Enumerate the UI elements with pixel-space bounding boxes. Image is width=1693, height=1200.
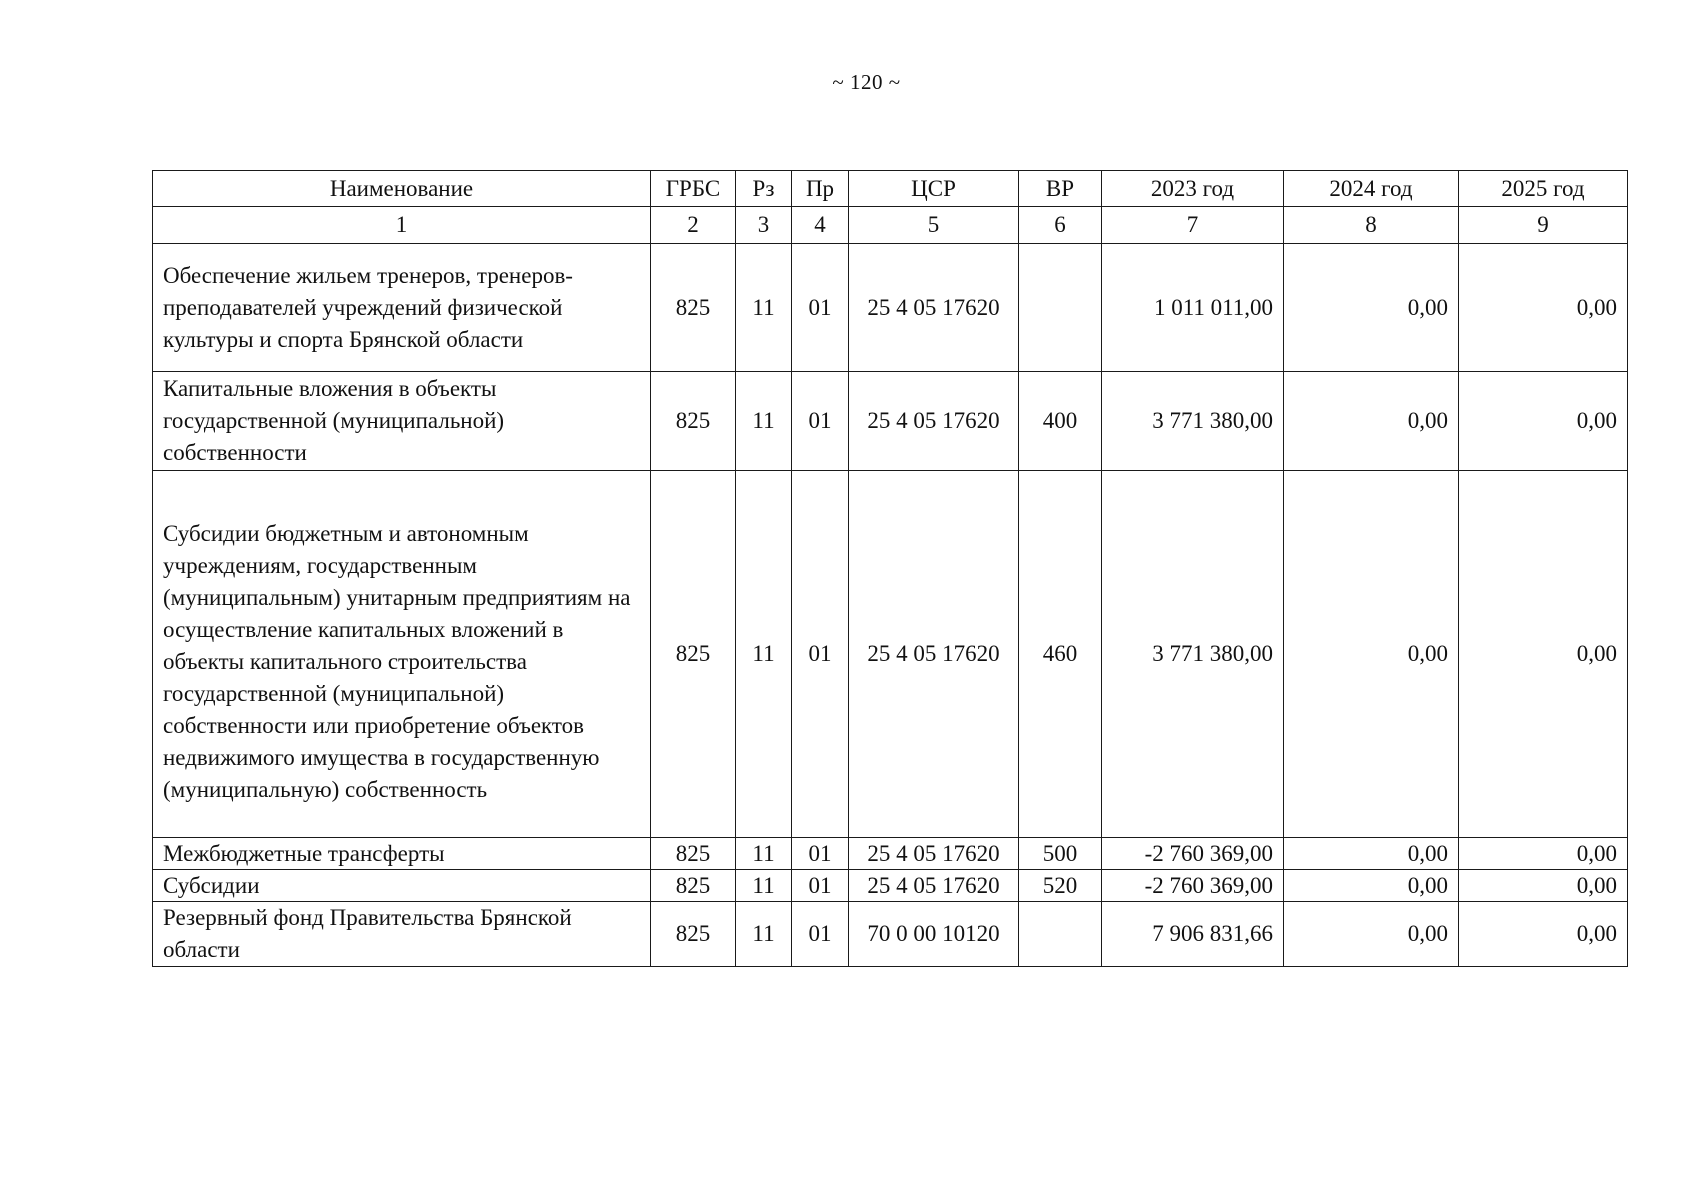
header-grbs: ГРБС [651, 171, 736, 207]
page-number: ~ 120 ~ [832, 70, 901, 94]
table-row [153, 372, 1628, 471]
column-index: 3 [736, 207, 792, 244]
cell-2025: 0,00 [1459, 471, 1628, 838]
cell-vr: 500 [1019, 838, 1102, 870]
cell-vr: 460 [1019, 471, 1102, 838]
cell-2025: 0,00 [1459, 244, 1628, 372]
cell-2025: 0,00 [1459, 372, 1628, 471]
cell-2023: 3 771 380,00 [1102, 471, 1284, 838]
cell-grbs: 825 [651, 838, 736, 870]
table-row [153, 838, 1628, 870]
cell-pr: 01 [792, 870, 849, 902]
cell-csr: 25 4 05 17620 [849, 870, 1019, 902]
table-row [153, 902, 1628, 967]
header-2025: 2025 год [1459, 171, 1628, 207]
cell-rz: 11 [736, 372, 792, 471]
cell-vr [1019, 902, 1102, 967]
cell-grbs: 825 [651, 870, 736, 902]
column-index: 1 [153, 207, 651, 244]
cell-csr: 25 4 05 17620 [849, 244, 1019, 372]
header-2023: 2023 год [1102, 171, 1284, 207]
cell-2023: 3 771 380,00 [1102, 372, 1284, 471]
header-csr: ЦСР [849, 171, 1019, 207]
header-rz: Рз [736, 171, 792, 207]
cell-2025: 0,00 [1459, 838, 1628, 870]
cell-pr: 01 [792, 372, 849, 471]
cell-pr: 01 [792, 244, 849, 372]
cell-grbs: 825 [651, 471, 736, 838]
cell-2023: 7 906 831,66 [1102, 902, 1284, 967]
cell-name: Межбюджетные трансферты [153, 838, 651, 870]
column-index: 5 [849, 207, 1019, 244]
cell-name: Субсидии бюджетным и автономным учреждениям, государственным (муниципальным) унитарным предприятиям на осуществление капитальных вложений в объекты капитального строительства государственной (муниципальной) собственности или приобретение объектов недвижимого имущества в государственную (муниципальную) собственность [153, 471, 651, 838]
table-row [153, 244, 1628, 372]
cell-pr: 01 [792, 902, 849, 967]
cell-rz: 11 [736, 471, 792, 838]
header-name: Наименование [153, 171, 651, 207]
cell-2024: 0,00 [1284, 902, 1459, 967]
header-2024: 2024 год [1284, 171, 1459, 207]
cell-pr: 01 [792, 838, 849, 870]
header-row [153, 171, 1628, 207]
cell-csr: 25 4 05 17620 [849, 838, 1019, 870]
cell-csr: 25 4 05 17620 [849, 471, 1019, 838]
header-pr: Пр [792, 171, 849, 207]
cell-2024: 0,00 [1284, 244, 1459, 372]
cell-name: Обеспечение жильем тренеров, тренеров-преподавателей учреждений физической культуры и спорта Брянской области [153, 244, 651, 372]
column-index: 8 [1284, 207, 1459, 244]
cell-2024: 0,00 [1284, 870, 1459, 902]
cell-grbs: 825 [651, 902, 736, 967]
column-index: 4 [792, 207, 849, 244]
cell-csr: 70 0 00 10120 [849, 902, 1019, 967]
cell-rz: 11 [736, 902, 792, 967]
column-index: 2 [651, 207, 736, 244]
cell-name: Резервный фонд Правительства Брянской области [153, 902, 651, 967]
cell-rz: 11 [736, 870, 792, 902]
cell-rz: 11 [736, 244, 792, 372]
cell-2023: 1 011 011,00 [1102, 244, 1284, 372]
cell-vr [1019, 244, 1102, 372]
cell-2023: -2 760 369,00 [1102, 870, 1284, 902]
cell-2023: -2 760 369,00 [1102, 838, 1284, 870]
cell-name: Капитальные вложения в объекты государственной (муниципальной) собственности [153, 372, 651, 471]
cell-rz: 11 [736, 838, 792, 870]
column-index: 6 [1019, 207, 1102, 244]
header-vr: ВР [1019, 171, 1102, 207]
cell-pr: 01 [792, 471, 849, 838]
cell-name: Субсидии [153, 870, 651, 902]
column-index: 7 [1102, 207, 1284, 244]
cell-2024: 0,00 [1284, 838, 1459, 870]
cell-2025: 0,00 [1459, 870, 1628, 902]
cell-2024: 0,00 [1284, 471, 1459, 838]
cell-grbs: 825 [651, 244, 736, 372]
table-row [153, 471, 1628, 838]
table-row [153, 870, 1628, 902]
budget-table [152, 170, 1628, 967]
cell-2024: 0,00 [1284, 372, 1459, 471]
cell-vr: 400 [1019, 372, 1102, 471]
cell-2025: 0,00 [1459, 902, 1628, 967]
column-index-row [153, 207, 1628, 244]
cell-grbs: 825 [651, 372, 736, 471]
cell-vr: 520 [1019, 870, 1102, 902]
cell-csr: 25 4 05 17620 [849, 372, 1019, 471]
column-index: 9 [1459, 207, 1628, 244]
